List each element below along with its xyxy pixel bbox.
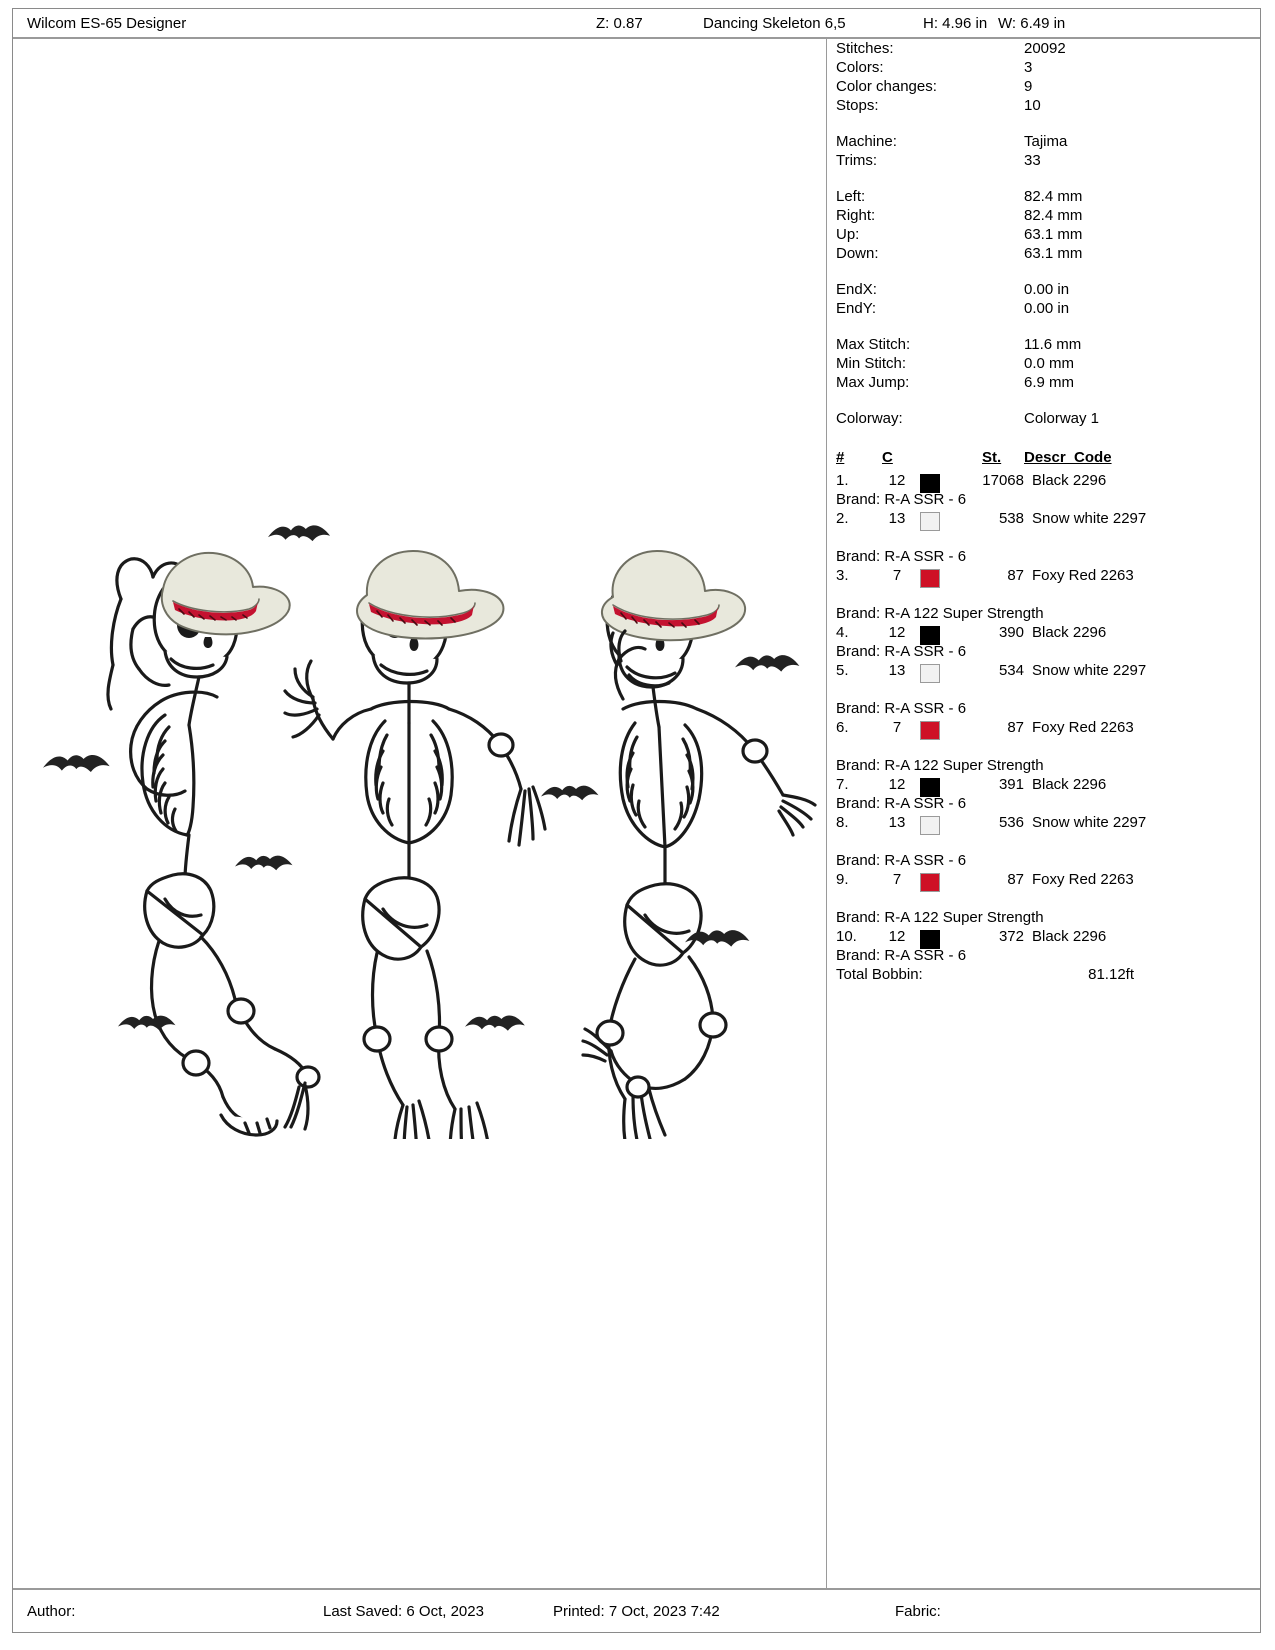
color-swatch[interactable]: [920, 569, 940, 588]
color-swatch[interactable]: [920, 721, 940, 740]
color-row-stitch-count: 534: [998, 662, 1024, 679]
color-row-descr-code: Black 2296: [1032, 776, 1107, 793]
spacer: [836, 263, 1256, 280]
color-swatch[interactable]: [920, 512, 940, 531]
skeleton-figure-right: [583, 551, 815, 1139]
color-row-stitch-count: 390: [998, 624, 1024, 641]
color-row-descr-code: Black 2296: [1032, 624, 1107, 641]
color-row-stitch-count: 372: [998, 928, 1024, 945]
stitches-label: Stitches:: [836, 40, 894, 57]
info-row-trims: [836, 151, 1256, 170]
color-row-brand: Brand: R-A SSR - 6: [836, 491, 967, 508]
color-row-descr-code: Black 2296: [1032, 472, 1107, 489]
color-table-row[interactable]: [836, 661, 1147, 699]
max-stitch-value: 11.6 mm: [1024, 336, 1082, 353]
machine-value: Tajima: [1024, 133, 1068, 150]
color-table-row[interactable]: [836, 927, 1107, 946]
color-row-brand: Brand: R-A 122 Super Strength: [836, 757, 1044, 774]
colors-label: Colors:: [836, 59, 884, 76]
bat-icon: [235, 856, 293, 871]
design-canvas: [13, 39, 826, 1588]
color-row-stitch-count: 87: [1007, 567, 1024, 584]
color-row-needle: 13: [888, 510, 906, 527]
color-swatch[interactable]: [920, 664, 940, 683]
endx-value: 0.00 in: [1024, 281, 1070, 298]
spacer: [836, 392, 1256, 409]
info-row-left: [836, 187, 1256, 206]
color-table-header: [836, 448, 1112, 471]
panel-divider: [826, 39, 827, 1588]
color-row-needle: 12: [888, 776, 906, 793]
spacer: [836, 115, 1256, 132]
right-value: 82.4 mm: [1024, 207, 1083, 224]
bat-icon: [118, 1016, 176, 1031]
skeleton-figure-middle: [285, 551, 545, 1139]
info-row-down: [836, 244, 1256, 263]
footer-bottom-rule: [13, 1632, 1260, 1633]
info-row-endx: [836, 280, 1256, 299]
color-row-brand: Brand: R-A 122 Super Strength: [836, 909, 1044, 926]
colorway-value: Colorway 1: [1024, 410, 1100, 427]
stitches-value: 20092: [1024, 40, 1066, 57]
color-row-needle: 7: [892, 719, 902, 736]
info-row-colorway: [836, 409, 1256, 428]
design-info-panel: [836, 39, 1256, 1588]
right-label: Right:: [836, 207, 876, 224]
color-row-number: 2.: [836, 510, 849, 527]
color-row-descr-code: Snow white 2297: [1032, 510, 1147, 527]
footer-author: Author:: [27, 1603, 76, 1620]
colorway-label: Colorway:: [836, 410, 903, 427]
column-header-needle: C: [882, 449, 893, 466]
color-table-row[interactable]: [836, 775, 1107, 794]
endy-value: 0.00 in: [1024, 300, 1070, 317]
embroidery-design-preview: [13, 459, 826, 1139]
info-row-colors: [836, 58, 1256, 77]
color-row-number: 3.: [836, 567, 849, 584]
left-value: 82.4 mm: [1024, 188, 1083, 205]
min-stitch-value: 0.0 mm: [1024, 355, 1075, 372]
bat-icon: [268, 525, 330, 541]
down-value: 63.1 mm: [1024, 245, 1083, 262]
footer-printed: Printed: 7 Oct, 2023 7:42: [553, 1603, 720, 1620]
color-row-number: 7.: [836, 776, 849, 793]
color-row-needle: 13: [888, 662, 906, 679]
color-row-needle: 7: [892, 567, 902, 584]
color-sequence-table: [836, 448, 1147, 984]
color-row-needle: 12: [888, 624, 906, 641]
color-row-stitch-count: 391: [998, 776, 1024, 793]
endy-label: EndY:: [836, 300, 877, 317]
color-row-number: 4.: [836, 624, 849, 641]
color-row-stitch-count: 17068: [982, 472, 1024, 489]
color-row-stitch-count: 87: [1007, 871, 1024, 888]
stops-value: 10: [1024, 97, 1041, 114]
color-row-descr-code: Foxy Red 2263: [1032, 719, 1134, 736]
down-label: Down:: [836, 245, 879, 262]
color-table-body: [836, 471, 1147, 965]
machine-label: Machine:: [836, 133, 897, 150]
color-table-row[interactable]: [836, 623, 1107, 642]
color-row-descr-code: Black 2296: [1032, 928, 1107, 945]
color-row-descr-code: Foxy Red 2263: [1032, 567, 1134, 584]
cowboy-hat-middle: [357, 551, 503, 639]
color-row-brand: Brand: R-A SSR - 6: [836, 548, 967, 565]
info-row-machine: [836, 132, 1256, 151]
color-table-row[interactable]: [836, 813, 1147, 851]
colors-value: 3: [1024, 59, 1033, 76]
info-row-up: [836, 225, 1256, 244]
info-row-min-stitch: [836, 354, 1256, 373]
spacer: [836, 318, 1256, 335]
bat-icon: [541, 786, 599, 801]
total-bobbin-value: 81.12ft: [1088, 966, 1134, 983]
color-row-number: 6.: [836, 719, 849, 736]
color-row-stitch-count: 87: [1007, 719, 1024, 736]
page-footer: [13, 1588, 1260, 1632]
footer-last-saved: Last Saved: 6 Oct, 2023: [323, 1603, 484, 1620]
bat-icon: [43, 755, 110, 772]
info-row-stops: [836, 96, 1256, 115]
trims-value: 33: [1024, 152, 1041, 169]
info-row-max-stitch: [836, 335, 1256, 354]
zoom-level: Z: 0.87: [596, 15, 643, 32]
app-title: Wilcom ES-65 Designer: [27, 15, 187, 32]
color-row-stitch-count: 538: [998, 510, 1024, 527]
color-changes-label: Color changes:: [836, 78, 937, 95]
color-row-number: 1.: [836, 472, 849, 489]
color-row-stitch-count: 536: [998, 814, 1024, 831]
color-row-needle: 7: [892, 871, 902, 888]
color-row-needle: 12: [888, 928, 906, 945]
color-row-number: 9.: [836, 871, 849, 888]
min-stitch-label: Min Stitch:: [836, 355, 907, 372]
color-row-brand: Brand: R-A SSR - 6: [836, 700, 967, 717]
column-header-descr-code: Descr_Code: [1024, 449, 1112, 466]
info-row-max-jump: [836, 373, 1256, 392]
color-row-number: 8.: [836, 814, 849, 831]
max-jump-value: 6.9 mm: [1024, 374, 1075, 391]
color-table-row[interactable]: [836, 509, 1147, 547]
color-row-brand: Brand: R-A 122 Super Strength: [836, 605, 1044, 622]
info-row-stitches: [836, 39, 1256, 58]
skeleton-figure-left: [108, 553, 319, 1135]
info-row-right: [836, 206, 1256, 225]
color-row-number: 10.: [836, 928, 857, 945]
column-header-number: #: [836, 449, 845, 466]
color-table-row[interactable]: [836, 718, 1134, 756]
color-table-row[interactable]: [836, 566, 1134, 604]
bat-icon: [735, 655, 799, 671]
color-row-number: 5.: [836, 662, 849, 679]
total-bobbin-row: [836, 965, 1134, 984]
color-row-needle: 13: [888, 814, 906, 831]
color-swatch[interactable]: [920, 873, 940, 892]
spacer: [836, 428, 1256, 445]
left-label: Left:: [836, 188, 866, 205]
color-row-brand: Brand: R-A SSR - 6: [836, 852, 967, 869]
color-changes-value: 9: [1024, 78, 1033, 95]
stops-label: Stops:: [836, 97, 879, 114]
design-width: W: 6.49 in: [998, 15, 1066, 32]
color-table-row[interactable]: [836, 471, 1107, 490]
spacer: [836, 170, 1256, 187]
cowboy-hat-left: [162, 553, 290, 635]
trims-label: Trims:: [836, 152, 878, 169]
color-row-descr-code: Snow white 2297: [1032, 814, 1147, 831]
color-row-descr-code: Foxy Red 2263: [1032, 871, 1134, 888]
color-table-row[interactable]: [836, 870, 1134, 908]
max-stitch-label: Max Stitch:: [836, 336, 911, 353]
cowboy-hat-right: [602, 551, 745, 640]
color-swatch[interactable]: [920, 816, 940, 835]
info-row-color-changes: [836, 77, 1256, 96]
up-label: Up:: [836, 226, 860, 243]
color-row-brand: Brand: R-A SSR - 6: [836, 947, 967, 964]
info-row-endy: [836, 299, 1256, 318]
design-name: Dancing Skeleton 6,5: [703, 15, 846, 32]
design-height: H: 4.96 in: [923, 15, 988, 32]
bat-icon: [465, 1015, 525, 1030]
endx-label: EndX:: [836, 281, 877, 298]
total-bobbin-label: Total Bobbin:: [836, 966, 923, 983]
title-bar: [13, 9, 1260, 39]
max-jump-label: Max Jump:: [836, 374, 910, 391]
color-row-brand: Brand: R-A SSR - 6: [836, 795, 967, 812]
column-header-stitches: St.: [982, 449, 1002, 466]
up-value: 63.1 mm: [1024, 226, 1083, 243]
color-row-needle: 12: [888, 472, 906, 489]
color-row-descr-code: Snow white 2297: [1032, 662, 1147, 679]
color-row-brand: Brand: R-A SSR - 6: [836, 643, 967, 660]
footer-fabric: Fabric:: [895, 1603, 941, 1620]
